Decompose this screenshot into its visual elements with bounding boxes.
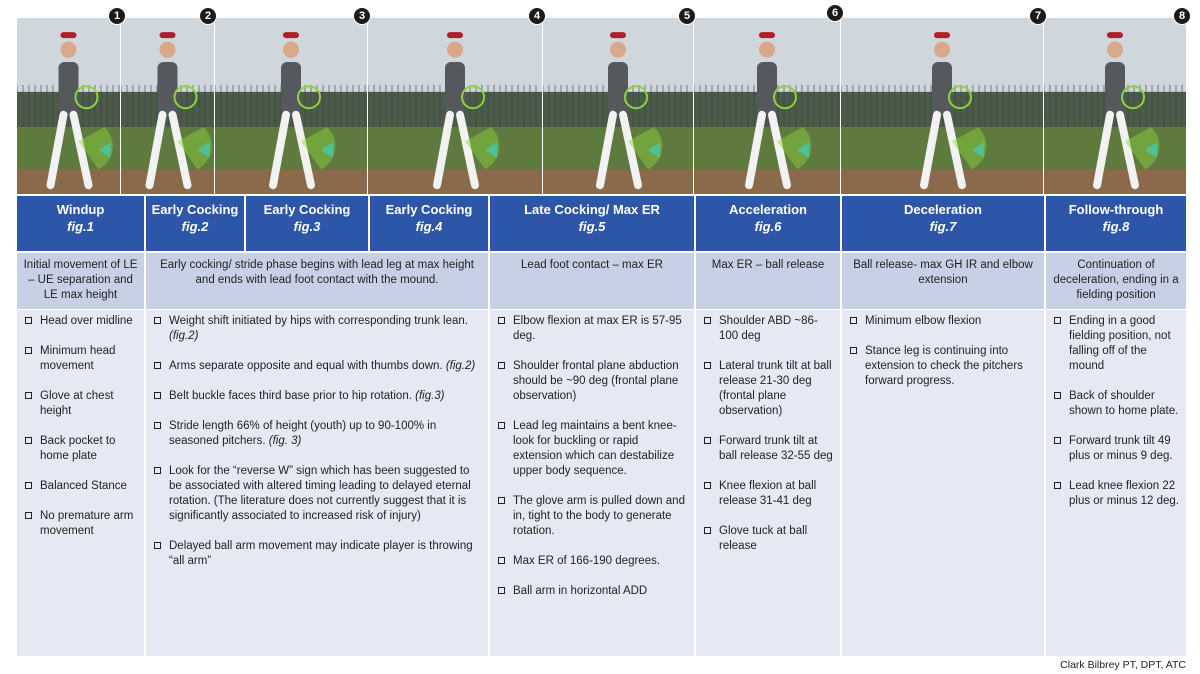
phase-label: Deceleration — [903, 202, 983, 217]
photo-fig6 — [694, 18, 840, 194]
checkbox-icon — [704, 362, 711, 369]
checklist-item — [154, 464, 484, 524]
checklist-item-body: The glove arm is pulled down and in, tight to the body to generate rotation. — [513, 495, 685, 537]
checkbox-icon — [154, 317, 161, 324]
checklist-item-text — [169, 539, 484, 569]
checkbox-icon — [1054, 482, 1061, 489]
checklist-item — [1054, 314, 1182, 374]
checklist-item — [1054, 389, 1182, 419]
phase-description: Ball release- max GH IR and elbow extension — [842, 253, 1044, 309]
checklist-column-windup — [17, 310, 144, 656]
figure-reference: (fig.2) — [445, 360, 476, 372]
checkbox-icon — [498, 557, 505, 564]
phase-header-deceleration — [842, 196, 1044, 251]
phase-description: Early cocking/ stride phase begins with lead leg at max height and ends with lead foot contact with the mound. — [146, 253, 488, 309]
checkbox-icon — [498, 317, 505, 324]
checklist-item — [154, 314, 484, 344]
checklist-item-text — [40, 434, 140, 464]
checklist-item-text — [513, 314, 690, 344]
photo-fig7 — [841, 18, 1043, 194]
photo-fig8 — [1044, 18, 1186, 194]
checkbox-icon — [498, 362, 505, 369]
checklist-item-body: Head over midline — [40, 315, 133, 327]
checklist-item — [850, 314, 1040, 329]
figure-number-badge: 1 — [108, 7, 126, 25]
figure-number-badge: 3 — [353, 7, 371, 25]
checklist-item-text — [513, 419, 690, 479]
figure-reference: (fig. 3) — [268, 435, 302, 447]
checklist-item — [154, 389, 484, 404]
checklist-item-text — [169, 389, 484, 404]
checklist-item — [498, 359, 690, 404]
phase-fig: fig.8 — [1102, 219, 1130, 234]
pitcher-photo-illustration — [121, 18, 214, 194]
checklist-item-body: Look for the “reverse W” sign which has been suggested to be associated with altered timing leading to delayed eternal rotation. (The literature does not currently suggest that it is significantly associated to increased risk of injury) — [169, 465, 471, 522]
checkbox-icon — [1054, 392, 1061, 399]
phase-description: Initial movement of LE – UE separation and LE max height — [17, 253, 144, 309]
checklist-item-text — [40, 344, 140, 374]
checklist-item-text — [719, 434, 836, 464]
author-credit: Clark Bilbrey PT, DPT, ATC — [1060, 659, 1186, 671]
checklist-item — [25, 479, 140, 494]
checklist-item-body: Lead leg maintains a bent knee-look for buckling or rapid extension which can destabilize upper body sequence. — [513, 420, 677, 477]
checklist-column-deceleration — [842, 310, 1044, 656]
checkbox-icon — [850, 317, 857, 324]
checklist-item-text — [40, 509, 140, 539]
checklist-column-follow-through — [1046, 310, 1186, 656]
checklist-item-body: Forward trunk tilt at ball release 32-55 deg — [719, 435, 833, 462]
checkbox-icon — [704, 527, 711, 534]
checklist-item — [154, 539, 484, 569]
checklist-item-body: Arms separate opposite and equal with thumbs down. — [169, 360, 446, 372]
figure-number-badge: 2 — [199, 7, 217, 25]
phase-header-acceleration — [696, 196, 840, 251]
checkbox-icon — [25, 317, 32, 324]
checklist-item-body: Shoulder ABD ~86-100 deg — [719, 315, 818, 342]
checklist-item-text — [719, 524, 836, 554]
pitcher-photo-illustration — [841, 18, 1043, 194]
checkbox-icon — [25, 482, 32, 489]
checklist-item-body: Shoulder frontal plane abduction should be ~90 deg (frontal plane observation) — [513, 360, 679, 402]
checklist-item-text — [719, 359, 836, 419]
checklist-item-body: Glove at chest height — [40, 390, 114, 417]
pitcher-photo-illustration — [1044, 18, 1186, 194]
checkbox-icon — [498, 422, 505, 429]
checklist-item-text — [169, 464, 484, 524]
checklist-item-text — [513, 554, 690, 569]
checkbox-icon — [1054, 317, 1061, 324]
phase-header-follow-through — [1046, 196, 1186, 251]
phase-label: Early Cocking — [263, 202, 351, 217]
figure-reference: (fig.3) — [415, 390, 445, 402]
phase-fig: fig.6 — [754, 219, 782, 234]
checkbox-icon — [25, 512, 32, 519]
phase-label: Late Cocking/ Max ER — [524, 202, 660, 217]
checklist-item-text — [169, 359, 484, 374]
checkbox-icon — [25, 437, 32, 444]
figure-number-badge: 8 — [1173, 7, 1191, 25]
phase-label: Windup — [56, 202, 105, 217]
checklist-item — [25, 434, 140, 464]
checkbox-icon — [850, 347, 857, 354]
checklist-item-text — [1069, 479, 1182, 509]
checklist-item-text — [865, 344, 1040, 389]
checklist-item — [850, 344, 1040, 389]
pitcher-photo-illustration — [215, 18, 367, 194]
checklist-item-body: Ball arm in horizontal ADD — [513, 585, 648, 597]
checklist-item-body: Minimum head movement — [40, 345, 116, 372]
figure-number-badge: 6 — [826, 4, 844, 22]
checkbox-icon — [154, 392, 161, 399]
checklist-item — [704, 314, 836, 344]
phase-label: Follow-through — [1068, 202, 1164, 217]
phase-fig: fig.1 — [67, 219, 94, 234]
checkbox-icon — [154, 422, 161, 429]
phase-header-early-cocking-2 — [246, 196, 368, 251]
phase-header-early-cocking-1 — [146, 196, 244, 251]
checklist-item-text — [719, 314, 836, 344]
checklist-item-body: Forward trunk tilt 49 plus or minus 9 deg. — [1069, 435, 1173, 462]
checkbox-icon — [1054, 437, 1061, 444]
checklist-item — [1054, 479, 1182, 509]
checklist-item-text — [169, 419, 484, 449]
checklist-item-body: Balanced Stance — [40, 480, 127, 492]
checkbox-icon — [498, 587, 505, 594]
checklist-item-body: Knee flexion at ball release 31-41 deg — [719, 480, 817, 507]
checklist-item-body: Belt buckle faces third base prior to hip rotation. — [169, 390, 416, 402]
checkbox-icon — [704, 482, 711, 489]
checklist-item-body: Weight shift initiated by hips with corresponding trunk lean. — [169, 315, 468, 327]
checklist-item-body: Back of shoulder shown to home plate. — [1069, 390, 1179, 417]
checklist-item-body: Minimum elbow flexion — [865, 315, 982, 327]
figure-number-badge: 5 — [678, 7, 696, 25]
phase-label: Acceleration — [728, 202, 808, 217]
checklist-item-body: Stride length 66% of height (youth) up to 90-100% in seasoned pitchers. — [169, 420, 437, 447]
pitcher-photo-illustration — [17, 18, 120, 194]
photo-fig2 — [121, 18, 214, 194]
checklist-item — [25, 509, 140, 539]
phase-header-windup — [17, 196, 144, 251]
phase-header-early-cocking-3 — [370, 196, 488, 251]
phase-header-late-cocking — [490, 196, 694, 251]
phase-fig: fig.5 — [578, 219, 606, 234]
checklist-item — [704, 479, 836, 509]
checklist-item — [704, 434, 836, 464]
checklist-item — [25, 314, 140, 329]
checklist-item-text — [513, 584, 690, 599]
checklist-item-body: Delayed ball arm movement may indicate player is throwing “all arm” — [169, 540, 473, 567]
checkbox-icon — [704, 317, 711, 324]
checklist-item-body: Lateral trunk tilt at ball release 21-30 deg (frontal plane observation) — [719, 360, 832, 417]
checklist-item-text — [40, 479, 140, 494]
checkbox-icon — [154, 362, 161, 369]
checklist-item-text — [513, 359, 690, 404]
photo-fig5 — [543, 18, 693, 194]
checklist-item-body: Stance leg is continuing into extension to check the pitchers forward progress. — [865, 345, 1023, 387]
pitcher-photo-illustration — [368, 18, 542, 194]
checklist-item-body: Glove tuck at ball release — [719, 525, 808, 552]
checklist-item-text — [40, 314, 140, 329]
photo-fig3 — [215, 18, 367, 194]
checklist-item-body: Elbow flexion at max ER is 57-95 deg. — [513, 315, 682, 342]
checklist-item-body: Ending in a good fielding position, not falling off of the mound — [1069, 315, 1171, 372]
figure-number-badge: 7 — [1029, 7, 1047, 25]
checklist-item — [498, 419, 690, 479]
checklist-item — [704, 524, 836, 554]
checklist-item — [498, 314, 690, 344]
checklist-column-acceleration — [696, 310, 840, 656]
checklist-item-text — [40, 389, 140, 419]
checkbox-icon — [25, 392, 32, 399]
phase-description: Continuation of deceleration, ending in a fielding position — [1046, 253, 1186, 309]
checkbox-icon — [154, 542, 161, 549]
checkbox-icon — [498, 497, 505, 504]
checkbox-icon — [25, 347, 32, 354]
figure-reference: (fig.2) — [169, 330, 199, 342]
checklist-item — [1054, 434, 1182, 464]
checklist-item-text — [865, 314, 1040, 329]
checklist-item-text — [513, 494, 690, 539]
pitcher-photo-illustration — [694, 18, 840, 194]
phase-description: Lead foot contact – max ER — [490, 253, 694, 309]
checklist-item-text — [1069, 314, 1182, 374]
phase-label: Early Cocking — [151, 202, 239, 217]
checklist-item — [498, 494, 690, 539]
checklist-item — [498, 584, 690, 599]
checklist-item-body: Lead knee flexion 22 plus or minus 12 deg. — [1069, 480, 1179, 507]
checklist-column-late-cocking — [490, 310, 694, 656]
checkbox-icon — [154, 467, 161, 474]
phase-label: Early Cocking — [385, 202, 473, 217]
checklist-item-body: Back pocket to home plate — [40, 435, 116, 462]
phase-fig: fig.3 — [293, 219, 321, 234]
checklist-item — [25, 389, 140, 419]
pitcher-photo-illustration — [543, 18, 693, 194]
checklist-column-early-cocking — [146, 310, 488, 656]
photo-fig4 — [368, 18, 542, 194]
checklist-item-body: Max ER of 166-190 degrees. — [513, 555, 661, 567]
checklist-item-text — [1069, 434, 1182, 464]
checkbox-icon — [704, 437, 711, 444]
checklist-item — [154, 359, 484, 374]
figure-number-badge: 4 — [528, 7, 546, 25]
phase-fig: fig.7 — [929, 219, 957, 234]
phase-description: Max ER – ball release — [696, 253, 840, 309]
checklist-item — [25, 344, 140, 374]
checklist-item — [704, 359, 836, 419]
checklist-item-text — [719, 479, 836, 509]
checklist-item-text — [1069, 389, 1182, 419]
phase-fig: fig.2 — [181, 219, 209, 234]
photo-fig1 — [17, 18, 120, 194]
checklist-item-body: No premature arm movement — [40, 510, 134, 537]
checklist-item — [498, 554, 690, 569]
checklist-item-text — [169, 314, 484, 344]
checklist-item — [154, 419, 484, 449]
phase-fig: fig.4 — [415, 219, 443, 234]
